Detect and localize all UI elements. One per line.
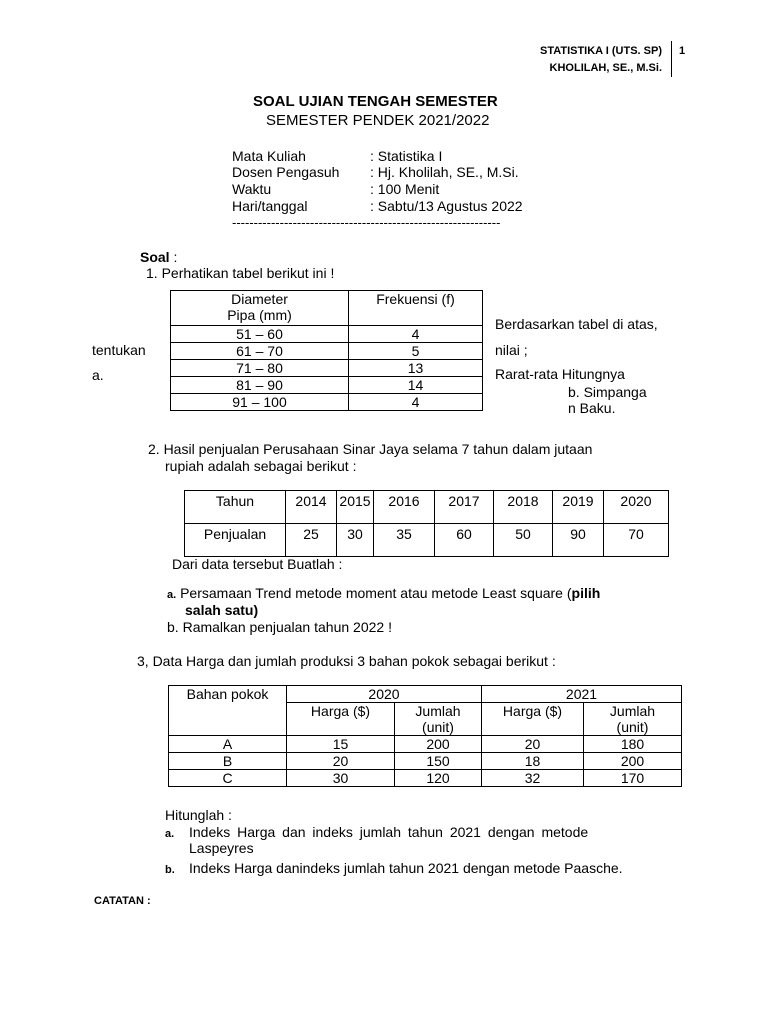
info-value: : Hj. Kholilah, SE., M.Si. <box>370 164 519 180</box>
info-label: Mata Kuliah <box>232 148 306 164</box>
header-unit: (unit) <box>616 719 649 735</box>
q2-text-line1: 2. Hasil penjualan Perusahaan Sinar Jaya selama 7 tahun dalam jutaan <box>148 441 593 457</box>
table-cell: 25 <box>286 524 337 557</box>
table-cell: 2019 <box>553 491 604 524</box>
table-cell: 2015 <box>337 491 374 524</box>
table-cell: 120 <box>395 770 482 787</box>
item-label: b. <box>167 619 179 635</box>
q2-table <box>184 490 669 557</box>
table-cell: 18 <box>482 753 584 770</box>
q2-text-line2: rupiah adalah sebagai berikut : <box>165 458 357 474</box>
q2-after-text: Dari data tersebut Buatlah : <box>172 556 343 572</box>
q3-text: 3, Data Harga dan jumlah produksi 3 bahan pokok sebagai berikut : <box>137 653 556 669</box>
q1-side-line: n Baku. <box>568 400 616 416</box>
q2-item-b <box>167 619 392 636</box>
table-cell: 5 <box>349 343 483 360</box>
item-label: b. <box>165 864 175 876</box>
table-header-cell <box>584 703 682 736</box>
header-jumlah: Jumlah <box>415 703 461 719</box>
table-row <box>171 326 483 343</box>
table-cell: 51 – 60 <box>171 326 349 343</box>
table-cell: 91 – 100 <box>171 394 349 411</box>
q3-table <box>168 685 682 787</box>
q3-item-a <box>165 824 174 843</box>
table-cell: 90 <box>553 524 604 557</box>
table-row <box>171 377 483 394</box>
table-cell: 200 <box>395 736 482 753</box>
item-bold: pilih <box>571 585 601 601</box>
table-cell: B <box>169 753 287 770</box>
table-row-label: Tahun <box>185 491 286 524</box>
table-cell: 35 <box>374 524 435 557</box>
q3-item-a-text: Indeks Harga dan indeks jumlah tahun 2021 dengan metode <box>189 824 589 840</box>
table-row <box>171 394 483 411</box>
table-row <box>169 770 682 787</box>
table-cell: 4 <box>349 326 483 343</box>
info-divider: -------------------------------------------------------------- <box>232 215 501 230</box>
table-cell: 13 <box>349 360 483 377</box>
doc-title: SOAL UJIAN TENGAH SEMESTER <box>253 93 498 110</box>
table-cell: 30 <box>337 524 374 557</box>
table-cell: 2020 <box>604 491 669 524</box>
table-cell: 81 – 90 <box>171 377 349 394</box>
table-header-cell: Bahan pokok <box>169 686 287 736</box>
table-header-cell: Harga ($) <box>287 703 395 736</box>
q1-left-a: a. <box>92 367 104 383</box>
q3-hitung: Hitunglah : <box>165 807 232 823</box>
q1-side-line: Berdasarkan tabel di atas, <box>495 316 658 332</box>
table-cell: 4 <box>349 394 483 411</box>
table-cell: 50 <box>494 524 553 557</box>
table-cell: 14 <box>349 377 483 394</box>
header-divider <box>671 41 672 77</box>
table-cell: 32 <box>482 770 584 787</box>
table-cell: 15 <box>287 736 395 753</box>
q3-item-b <box>165 860 175 879</box>
item-text: Ramalkan penjualan tahun 2022 ! <box>182 619 392 635</box>
table-header-cell: 2020 <box>287 686 482 703</box>
q1-side-line: b. Simpanga <box>568 384 647 400</box>
header-pipa: Pipa (mm) <box>227 307 292 323</box>
header-diameter: Diameter <box>231 291 288 307</box>
table-row <box>171 343 483 360</box>
q1-left-tentukan: tentukan <box>92 342 146 358</box>
table-header-cell <box>171 291 349 326</box>
table-cell: 170 <box>584 770 682 787</box>
table-cell: 30 <box>287 770 395 787</box>
table-header-row <box>169 686 682 703</box>
info-label: Hari/tanggal <box>232 198 308 214</box>
table-cell: A <box>169 736 287 753</box>
table-header-row <box>171 291 483 326</box>
table-row <box>169 753 682 770</box>
header-author-line: KHOLILAH, SE., M.Si. <box>549 62 662 74</box>
q1-side-line: Rarat-rata Hitungnya <box>495 366 625 382</box>
table-cell: 20 <box>287 753 395 770</box>
table-row <box>185 491 669 524</box>
q3-item-b-text: Indeks Harga danindeks jumlah tahun 2021 dengan metode Paasche. <box>189 860 623 876</box>
table-cell: 60 <box>435 524 494 557</box>
header-unit: (unit) <box>422 719 454 735</box>
q3-item-a-cont: Laspeyres <box>189 840 254 856</box>
header-course-line: STATISTIKA I (UTS. SP) <box>539 45 662 57</box>
table-row-label: Penjualan <box>185 524 286 557</box>
table-cell: 150 <box>395 753 482 770</box>
table-cell: 70 <box>604 524 669 557</box>
page-number: 1 <box>679 45 686 57</box>
table-row <box>169 736 682 753</box>
table-cell: C <box>169 770 287 787</box>
catatan-label: CATATAN : <box>94 895 151 907</box>
q1-text: 1. Perhatikan tabel berikut ini ! <box>146 265 335 281</box>
table-cell: 2018 <box>494 491 553 524</box>
info-value: : Statistika I <box>370 148 443 164</box>
info-value: : Sabtu/13 Agustus 2022 <box>370 198 523 214</box>
item-label: a. <box>165 828 175 840</box>
soal-heading <box>140 249 177 266</box>
q1-table <box>170 290 483 411</box>
info-value: : 100 Menit <box>370 181 440 197</box>
table-header-cell: Harga ($) <box>482 703 584 736</box>
info-label: Dosen Pengasuh <box>232 164 340 180</box>
soal-colon: : <box>169 249 178 265</box>
table-cell: 2017 <box>435 491 494 524</box>
table-cell: 71 – 80 <box>171 360 349 377</box>
table-header-cell <box>395 703 482 736</box>
soal-label: Soal <box>140 249 170 265</box>
info-label: Waktu <box>232 181 272 197</box>
item-text: Persamaan Trend metode moment atau metode Least square ( <box>180 585 572 601</box>
header-jumlah: Jumlah <box>609 703 656 719</box>
item-label: a. <box>167 589 177 601</box>
table-row <box>185 524 669 557</box>
table-cell: 180 <box>584 736 682 753</box>
table-cell: 2016 <box>374 491 435 524</box>
doc-subtitle: SEMESTER PENDEK 2021/2022 <box>266 112 490 129</box>
table-header-cell: 2021 <box>482 686 682 703</box>
table-row <box>171 360 483 377</box>
table-cell: 2014 <box>286 491 337 524</box>
q2-item-a-cont: salah satu) <box>185 602 259 618</box>
table-cell: 20 <box>482 736 584 753</box>
table-cell: 61 – 70 <box>171 343 349 360</box>
table-cell: 200 <box>584 753 682 770</box>
table-header-cell: Frekuensi (f) <box>349 291 483 326</box>
q1-side-line: nilai ; <box>495 342 528 358</box>
